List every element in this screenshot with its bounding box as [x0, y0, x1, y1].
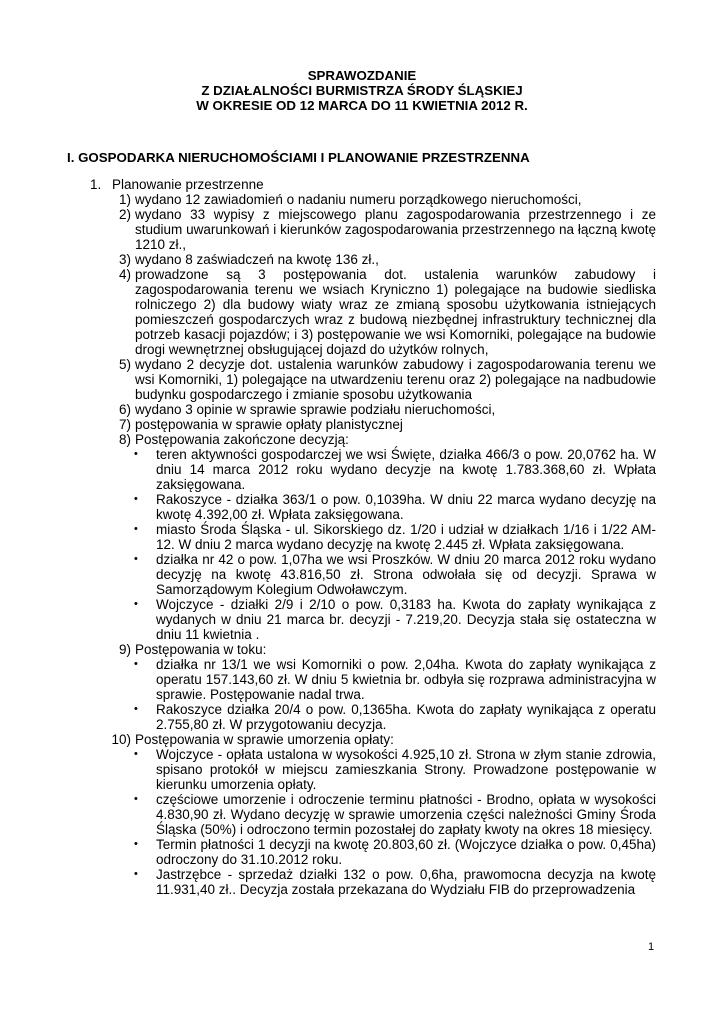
bullet-item	[90, 792, 656, 837]
bullet-item	[90, 867, 656, 897]
bullet-item	[90, 837, 656, 867]
subitem-3	[90, 252, 656, 267]
bullet-icon: •	[134, 748, 138, 760]
document-title	[0, 68, 724, 113]
bullet-text: teren aktywności gospodarczej we wsi Święte, działka 466/3 o pow. 20,0762 ha. W dniu 14 marca 2012 roku wydano decyzje na kwotę 1.783.368,60 zł. Wpłata zaksięgowana.	[156, 447, 656, 492]
bullet-item	[90, 447, 656, 492]
bullet-item	[90, 597, 656, 642]
bullet-icon: •	[134, 448, 138, 460]
subitem-text: postępowania w sprawie opłaty planistycznej	[135, 417, 403, 432]
subitem-number: 10)	[111, 732, 131, 747]
subitem-5	[90, 357, 656, 402]
document-body	[90, 177, 656, 897]
subitem-7	[90, 417, 656, 432]
subitem-number: 3)	[118, 252, 131, 267]
subitem-number: 7)	[118, 417, 131, 432]
title-line-2: Z DZIAŁALNOŚCI BURMISTRZA ŚRODY ŚLĄSKIEJ	[201, 83, 523, 98]
subitem-text: wydano 8 zaświadczeń na kwotę 136 zł.,	[135, 252, 379, 267]
bullet-text: Jastrzębce - sprzedaż działki 132 o pow. 0,6ha, prawomocna decyzja na kwotę 11.931,40 zł.. Decyzja została przekazana do Wydziału FIB do przeprowadzenia	[156, 867, 656, 897]
subitem-text: prowadzone są 3 postępowania dot. ustalenia warunków zabudowy i zagospodarowania terenu we wsiach Kryniczno 1) polegające na budowie siedliska rolniczego 2) dla budowy wiaty wraz ze zmianą sposobu użytkowania istniejących pomieszczeń gospodarczych wraz z budową niezbędnej infrastruktury technicznej dla potrzeb kasacji pojazdów; i 3) postępowanie we wsi Komorniki, polegające na budowie drogi wewnętrznej obsługującej dojazd do użytków rolnych,	[135, 267, 656, 357]
bullet-icon: •	[134, 553, 138, 565]
subitem-text: Postępowania w sprawie umorzenia opłaty:	[135, 732, 394, 747]
subitem-number: 6)	[118, 402, 131, 417]
bullet-icon: •	[134, 868, 138, 880]
list-item-1	[90, 177, 656, 192]
subitem-text: wydano 33 wypisy z miejscowego planu zagospodarowania przestrzennego i ze studium uwarunkowań i kierunków zagospodarowania przestrzennego na łączną kwotę 1210 zł.,	[135, 207, 656, 252]
bullet-icon: •	[134, 703, 138, 715]
bullet-icon: •	[134, 493, 138, 505]
bullet-item	[90, 522, 656, 552]
subitem-number: 8)	[118, 432, 131, 447]
bullet-text: Rakoszyce - działka 363/1 o pow. 0,1039ha. W dniu 22 marca wydano decyzję na kwotę 4.392,00 zł. Wpłata zaksięgowana.	[156, 492, 656, 522]
subitem-text: Postępowania w toku:	[135, 642, 267, 657]
subitem-number: 1)	[118, 192, 131, 207]
subitem-8	[90, 432, 656, 447]
bullet-text: działka nr 13/1 we wsi Komorniki o pow. 2,04ha. Kwota do zapłaty wynikająca z operatu 157.143,60 zł. W dniu 5 kwietnia br. odbyła się rozprawa administracyjna w sprawie. Postępowanie nadal trwa.	[156, 657, 656, 702]
subitem-number: 2)	[118, 207, 131, 222]
title-line-3: W OKRESIE OD 12 MARCA DO 11 KWIETNIA 2012 R.	[196, 98, 528, 113]
subitem-4	[90, 267, 656, 357]
bullet-icon: •	[134, 838, 138, 850]
bullet-text: Termin płatności 1 decyzji na kwotę 20.803,60 zł. (Wojczyce działka o pow. 0,45ha) odroczony do 31.10.2012 roku.	[156, 837, 656, 867]
bullet-item	[90, 702, 656, 732]
bullet-icon: •	[134, 793, 138, 805]
list-item-title: Planowanie przestrzenne	[112, 177, 264, 192]
bullet-item	[90, 552, 656, 597]
subitem-number: 9)	[118, 642, 131, 657]
subitem-text: Postępowania zakończone decyzją:	[135, 432, 349, 447]
bullet-item	[90, 747, 656, 792]
bullet-text: Wojczyce - działki 2/9 i 2/10 o pow. 0,3183 ha. Kwota do zapłaty wynikająca z wydanych w dniu 21 marca br. decyzji - 7.219,20. Decyzja stała się ostateczna w dniu 11 kwietnia .	[156, 597, 656, 642]
bullet-item	[90, 657, 656, 702]
subitem-1	[90, 192, 656, 207]
subitem-text: wydano 12 zawiadomień o nadaniu numeru porządkowego nieruchomości,	[135, 192, 582, 207]
subitem-number: 4)	[118, 267, 131, 282]
subitem-text: wydano 3 opinie w sprawie sprawie podziału nieruchomości,	[135, 402, 496, 417]
bullet-text: działka nr 42 o pow. 1,07ha we wsi Proszków. W dniu 20 marca 2012 roku wydano decyzję na kwotę 43.816,50 zł. Strona odwołała się od decyzji. Sprawa w Samorządowym Kolegium Odwoławczym.	[156, 552, 656, 597]
bullet-text: Rakoszyce działka 20/4 o pow. 0,1365ha. Kwota do zapłaty wynikająca z operatu 2.755,80 zł. W przygotowaniu decyzja.	[156, 702, 656, 732]
bullet-item	[90, 492, 656, 522]
subitem-10	[90, 732, 656, 747]
page-number: 1	[648, 941, 655, 953]
title-line-1: SPRAWOZDANIE	[307, 68, 417, 83]
section-heading: I. GOSPODARKA NIERUCHOMOŚCIAMI I PLANOWANIE PRZESTRZENNA	[67, 150, 530, 165]
subitem-6	[90, 402, 656, 417]
bullet-text: częściowe umorzenie i odroczenie terminu płatności - Brodno, opłata w wysokości 4.830,90 zł. Wydano decyzję w sprawie umorzenia części należności Gminy Środa Śląska (50%) i odroczono termin pozostałej do zapłaty kwoty na okres 18 miesięcy.	[156, 792, 656, 837]
bullet-icon: •	[134, 658, 138, 670]
subitem-text: wydano 2 decyzje dot. ustalenia warunków zabudowy i zagospodarowania terenu we wsi Komorniki, 1) polegające na utwardzeniu terenu oraz 2) polegające na nadbudowie budynku gospodarczego i zmianie sposobu użytkowania	[135, 357, 656, 402]
bullet-text: miasto Środa Śląska - ul. Sikorskiego dz. 1/20 i udział w działkach 1/16 i 1/22 AM-12. W dniu 2 marca wydano decyzję na kwotę 2.445 zł. Wpłata zaksięgowana.	[156, 522, 656, 552]
subitem-number: 5)	[118, 357, 131, 372]
subitem-9	[90, 642, 656, 657]
subitem-2	[90, 207, 656, 252]
bullet-text: Wojczyce - opłata ustalona w wysokości 4.925,10 zł. Strona w złym stanie zdrowia, spisano protokół w miejscu zamieszkania Strony. Prowadzone postępowanie w kierunku umorzenia opłaty.	[156, 747, 656, 792]
bullet-icon: •	[134, 598, 138, 610]
bullet-icon: •	[134, 523, 138, 535]
list-number: 1.	[90, 177, 102, 192]
